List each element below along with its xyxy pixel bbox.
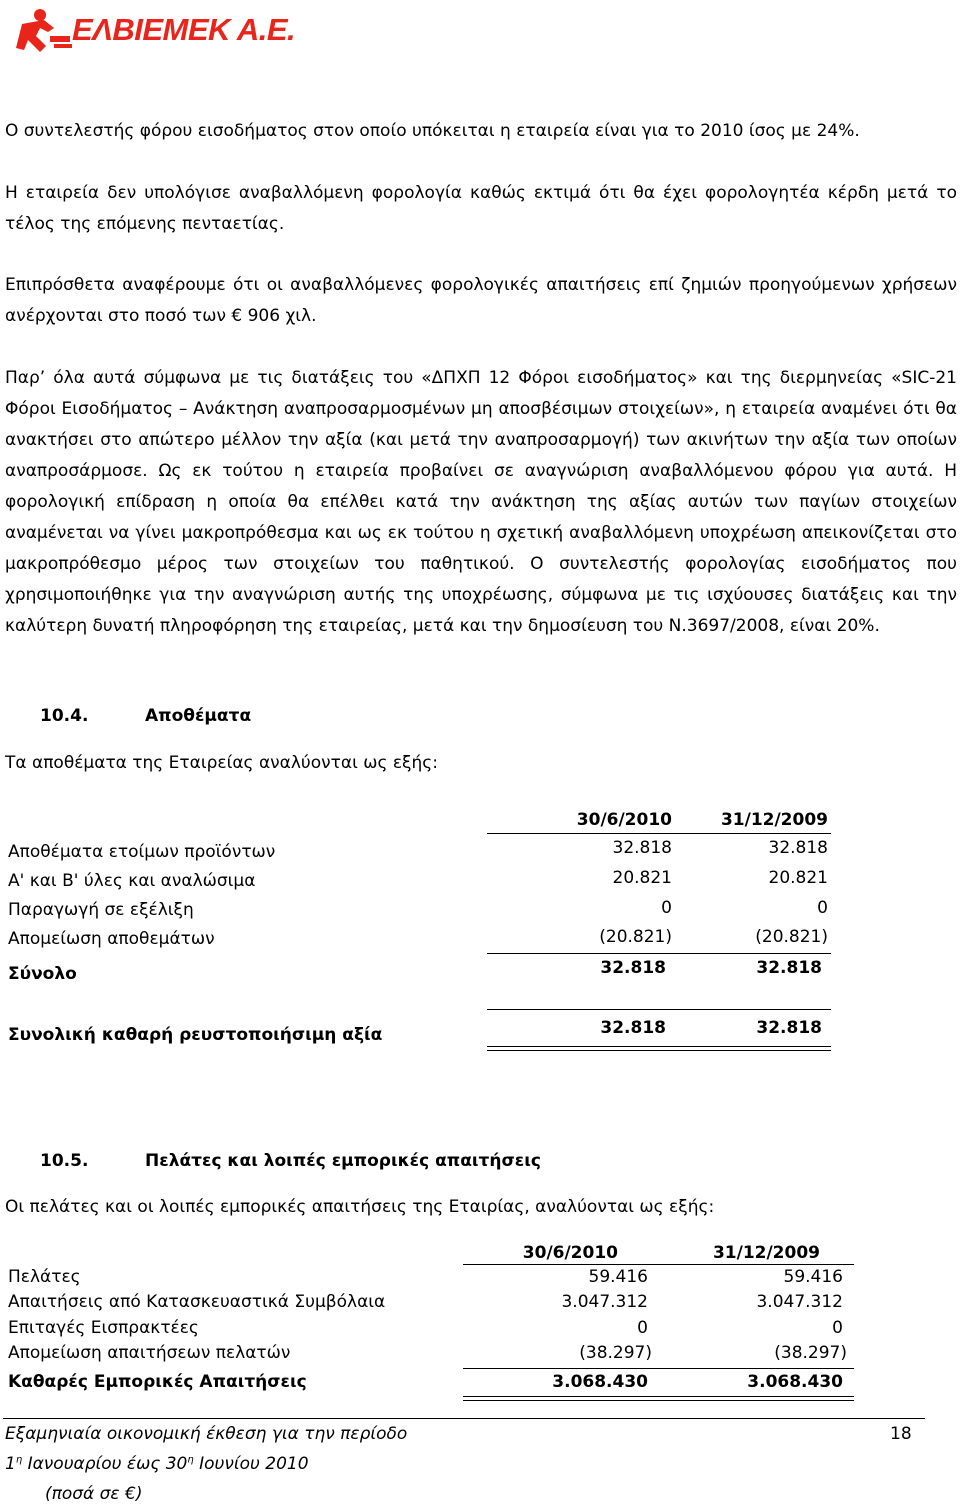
row-label: Παραγωγή σε εξέλιξη — [8, 900, 194, 920]
row-value: (38.297) — [579, 1343, 652, 1363]
net-double-rule — [487, 1046, 831, 1051]
header-rule — [487, 833, 831, 834]
row-value: 59.416 — [783, 1267, 843, 1287]
row-label: Απομείωση αποθεμάτων — [8, 929, 215, 949]
section-number: 10.4. — [40, 706, 89, 726]
column-header: 30/6/2010 — [522, 1243, 618, 1263]
row-value: (20.821) — [599, 927, 672, 947]
subtotal-rule — [487, 953, 831, 954]
row-label: Επιταγές Εισπρακτέες — [8, 1318, 199, 1338]
total-value: 3.068.430 — [747, 1372, 843, 1392]
row-value: 20.821 — [768, 868, 828, 888]
section-title: Αποθέματα — [145, 706, 252, 726]
total-value: 32.818 — [600, 958, 666, 978]
section-title: Πελάτες και λοιπές εμπορικές απαιτήσεις — [145, 1151, 541, 1171]
footer-currency-note: (ποσά σε €) — [45, 1484, 143, 1504]
row-label: Απομείωση απαιτήσεων πελατών — [8, 1343, 291, 1363]
footer-report-title: Εξαμηνιαία οικονομική έκθεση για την περίοδο — [5, 1424, 408, 1444]
total-value: 3.068.430 — [552, 1372, 648, 1392]
net-value: 32.818 — [600, 1018, 666, 1038]
row-value: 0 — [832, 1318, 843, 1338]
paragraph-tax-rate: Ο συντελεστής φόρου εισοδήματος στον οποίο υπόκειται η εταιρεία είναι για το 2010 ίσος με 24%. — [5, 121, 860, 141]
row-value: 3.047.312 — [561, 1292, 648, 1312]
header-rule — [463, 1264, 854, 1265]
total-label: Καθαρές Εμπορικές Απαιτήσεις — [8, 1372, 307, 1392]
total-label: Σύνολο — [8, 964, 77, 984]
row-value: 20.821 — [612, 868, 672, 888]
subtotal-rule — [463, 1368, 854, 1369]
net-top-rule — [487, 1009, 831, 1010]
row-label: Πελάτες — [8, 1267, 81, 1287]
page-number: 18 — [890, 1424, 912, 1444]
section-intro: Οι πελάτες και οι λοιπές εμπορικές απαιτήσεις της Εταιρίας, αναλύονται ως εξής: — [5, 1197, 715, 1217]
row-label: Απαιτήσεις από Κατασκευαστικά Συμβόλαια — [8, 1292, 386, 1312]
footer-rule — [3, 1418, 925, 1419]
column-header: 31/12/2009 — [712, 1243, 820, 1263]
total-value: 32.818 — [756, 958, 822, 978]
net-value: 32.818 — [756, 1018, 822, 1038]
column-header: 31/12/2009 — [720, 810, 828, 830]
row-value: 32.818 — [768, 838, 828, 858]
column-header: 30/6/2010 — [576, 810, 672, 830]
row-value: 0 — [817, 898, 828, 918]
row-label: Α' και Β' ύλες και αναλώσιμα — [8, 871, 256, 891]
net-label: Συνολική καθαρή ρευστοποιήσιμη αξία — [8, 1025, 383, 1045]
row-value: 3.047.312 — [756, 1292, 843, 1312]
row-value: (38.297) — [774, 1343, 847, 1363]
row-value: (20.821) — [755, 927, 828, 947]
paragraph-tax-losses: Επιπρόσθετα αναφέρουμε ότι οι αναβαλλόμενες φορολογικές απαιτήσεις επί ζημιών προηγούμενων χρήσεων ανέρχονται στο ποσό των € 906 χιλ. — [5, 275, 957, 326]
paragraph-ias12: Παρ’ όλα αυτά σύμφωνα με τις διατάξεις του «ΔΠΧΠ 12 Φόροι εισοδήματος» και της διερμηνείας «SIC-21 Φόροι Εισοδήματος – Ανάκτηση αναπροσαρμοσμένων μη αποσβέσιμων στοιχείων», η εταιρεία αναμένει ότι θα ανακτήσει στο απώτερο μέλλον την αξία (και μετά την αναπροσαρμογή) των ακινήτων την αξία των οποίων αναπροσάρμοσε. Ως εκ τούτου η εταιρεία προβαίνει σε αναγνώριση αναβαλλόμενου φόρου για αυτά. Η φορολογική επίδραση η οποία θα επέλθει κατά την ανάκτηση της αξίας αυτών των παγίων στοιχείων αναμένεται να γίνει μακροπρόθεσμα και ως εκ τούτου η σχετική αναβαλλόμενη υποχρέωση απεικονίζεται στο μακροπρόθεσμο μέρος των στοιχείων του παθητικού. Ο συντελεστής φορολογίας εισοδήματος που χρησιμοποιήθηκε για την αναγνώριση αυτής της υποχρέωσης, σύμφωνα με τις ισχύουσες διατάξεις και την καλύτερη δυνατή πληροφόρηση της εταιρείας, μετά και την δημοσίευση του Ν.3697/2008, είναι 20%. — [5, 368, 957, 636]
row-value: 0 — [637, 1318, 648, 1338]
section-number: 10.5. — [40, 1151, 89, 1171]
row-value: 59.416 — [588, 1267, 648, 1287]
row-label: Αποθέματα ετοίμων προϊόντων — [8, 842, 276, 862]
row-value: 0 — [661, 898, 672, 918]
row-value: 32.818 — [612, 838, 672, 858]
total-double-rule — [463, 1396, 854, 1401]
paragraph-deferred-tax: Η εταιρεία δεν υπολόγισε αναβαλλόμενη φορολογία καθώς εκτιμά ότι θα έχει φορολογητέα κέρδη μετά το τέλος της επόμενης πενταετίας. — [5, 183, 957, 234]
section-intro: Τα αποθέματα της Εταιρείας αναλύονται ως εξής: — [5, 753, 439, 773]
worker-logo-icon — [14, 6, 74, 54]
company-name: ΕΛΒΙΕΜΕΚ Α.Ε. — [72, 12, 296, 47]
footer-period: $1^\eta$ Ιανουαρίου έως $30^\eta$ Ιουνίου 2010 — [5, 1454, 309, 1474]
